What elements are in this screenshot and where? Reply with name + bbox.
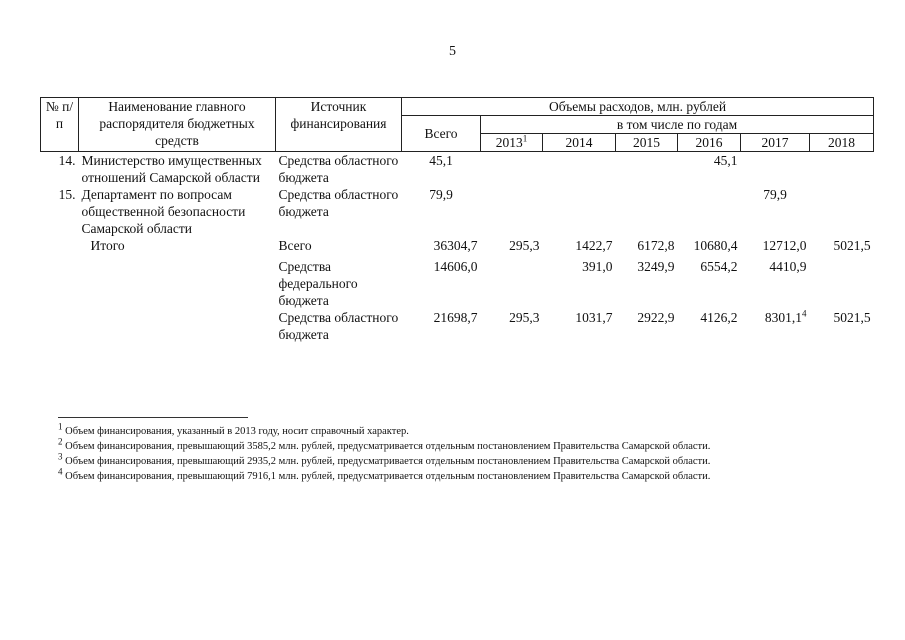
row-2014: 391,0: [582, 259, 613, 274]
header-year-2013: [481, 134, 543, 152]
row-name: [79, 309, 276, 343]
row-2016: 4126,2: [700, 310, 738, 325]
row-num: 15.: [58, 187, 76, 202]
row-num: [41, 309, 79, 343]
header-volume: Объемы расходов, млн. рублей: [402, 98, 874, 116]
row-source: Средства областного бюджета: [278, 310, 399, 342]
row-2014: [543, 186, 616, 237]
header-year-2015: 2015: [616, 134, 678, 152]
footnote-text: Объем финансирования, превышающий 3585,2 млн. рублей, предусматривается отдельным постановлением Правительства Самарской области.: [65, 441, 711, 452]
row-2013: [481, 186, 543, 237]
table-row: [41, 309, 874, 343]
row-2013: [481, 152, 543, 187]
row-source: Всего: [278, 238, 312, 253]
footnote-item: [58, 451, 711, 469]
table-row: [41, 258, 874, 309]
row-2016: 10680,4: [693, 238, 738, 253]
row-2014: 1422,7: [575, 238, 613, 253]
row-num: 14.: [58, 153, 76, 168]
row-source: Средства областного бюджета: [278, 187, 399, 219]
row-num: [41, 237, 79, 254]
header-source: Источник финансирования: [276, 98, 402, 152]
row-2015: [616, 186, 678, 237]
row-2018: 5021,5: [833, 310, 871, 325]
row-name: Итого: [90, 238, 125, 253]
row-2018: [810, 258, 874, 309]
header-year-2018: 2018: [810, 134, 874, 152]
row-2017: [741, 152, 810, 187]
footnote-mark: 2: [58, 436, 63, 447]
row-2017: 79,9: [763, 187, 787, 202]
row-2018: [810, 152, 874, 187]
row-num: [41, 258, 79, 309]
page-number: 5: [449, 44, 456, 59]
row-2016: 6554,2: [700, 259, 738, 274]
row-2015: 2922,9: [637, 310, 675, 325]
footnote-mark: 3: [58, 451, 63, 462]
row-total: 14606,0: [433, 259, 478, 274]
table-row: [41, 152, 874, 187]
table-row: [41, 186, 874, 237]
footnote-text: Объем финансирования, указанный в 2013 году, носит справочный характер.: [65, 426, 409, 437]
row-2018: 5021,5: [833, 238, 871, 253]
row-2016: [678, 186, 741, 237]
header-num: № п/п: [41, 98, 79, 152]
footnote-mark: 1: [522, 133, 528, 144]
row-name: [79, 258, 276, 309]
year-2013-label: 2013: [495, 135, 523, 150]
footnotes: [58, 421, 711, 484]
footnote-item: [58, 421, 710, 439]
row-2017-value: 8301,1: [764, 310, 802, 325]
row-2017: [741, 309, 810, 343]
row-2015: [616, 152, 678, 187]
row-2015: 3249,9: [637, 259, 675, 274]
header-total: Всего: [402, 116, 481, 152]
row-2014: 1031,7: [575, 310, 613, 325]
row-total: 79,9: [429, 187, 453, 202]
footnote-mark: 1: [58, 421, 63, 432]
row-2014: [543, 152, 616, 187]
row-total: 21698,7: [433, 310, 478, 325]
header-by-years: в том числе по годам: [481, 116, 874, 134]
row-2017: 4410,9: [769, 259, 807, 274]
header-name: Наименование главного распорядителя бюджетных средств: [79, 98, 276, 152]
footnote-text: Объем финансирования, превышающий 2935,2 млн. рублей, предусматривается отдельным постановлением Правительства Самарской области.: [65, 456, 711, 467]
row-name: Министерство имущественных отношений Самарской области: [81, 153, 262, 185]
row-2016: 45,1: [713, 153, 738, 168]
footnote-divider: [58, 417, 248, 418]
header-year-2014: 2014: [543, 134, 616, 152]
row-2013: 295,3: [509, 310, 540, 325]
header-year-2017: 2017: [741, 134, 810, 152]
row-2013: [481, 258, 543, 309]
footnote-mark: 4: [58, 466, 63, 477]
table-row: [41, 237, 874, 254]
footnote-item: [58, 436, 711, 454]
footnote-item: [58, 466, 711, 484]
row-total: 36304,7: [433, 238, 478, 253]
header-year-2016: 2016: [678, 134, 741, 152]
row-2018: [810, 186, 874, 237]
row-2015: 6172,8: [637, 238, 675, 253]
footnote-mark: 4: [802, 308, 807, 319]
row-total: 45,1: [429, 153, 453, 168]
budget-table: [40, 97, 874, 343]
row-2017: 12712,0: [762, 238, 807, 253]
row-source: Средства областного бюджета: [278, 153, 399, 185]
footnote-text: Объем финансирования, превышающий 7916,1 млн. рублей, предусматривается отдельным постановлением Правительства Самарской области.: [65, 471, 711, 482]
row-source: Средства федерального бюджета: [278, 259, 358, 308]
row-name: Департамент по вопросам общественной безопасности Самарской области: [81, 187, 246, 236]
row-2013: 295,3: [509, 238, 540, 253]
